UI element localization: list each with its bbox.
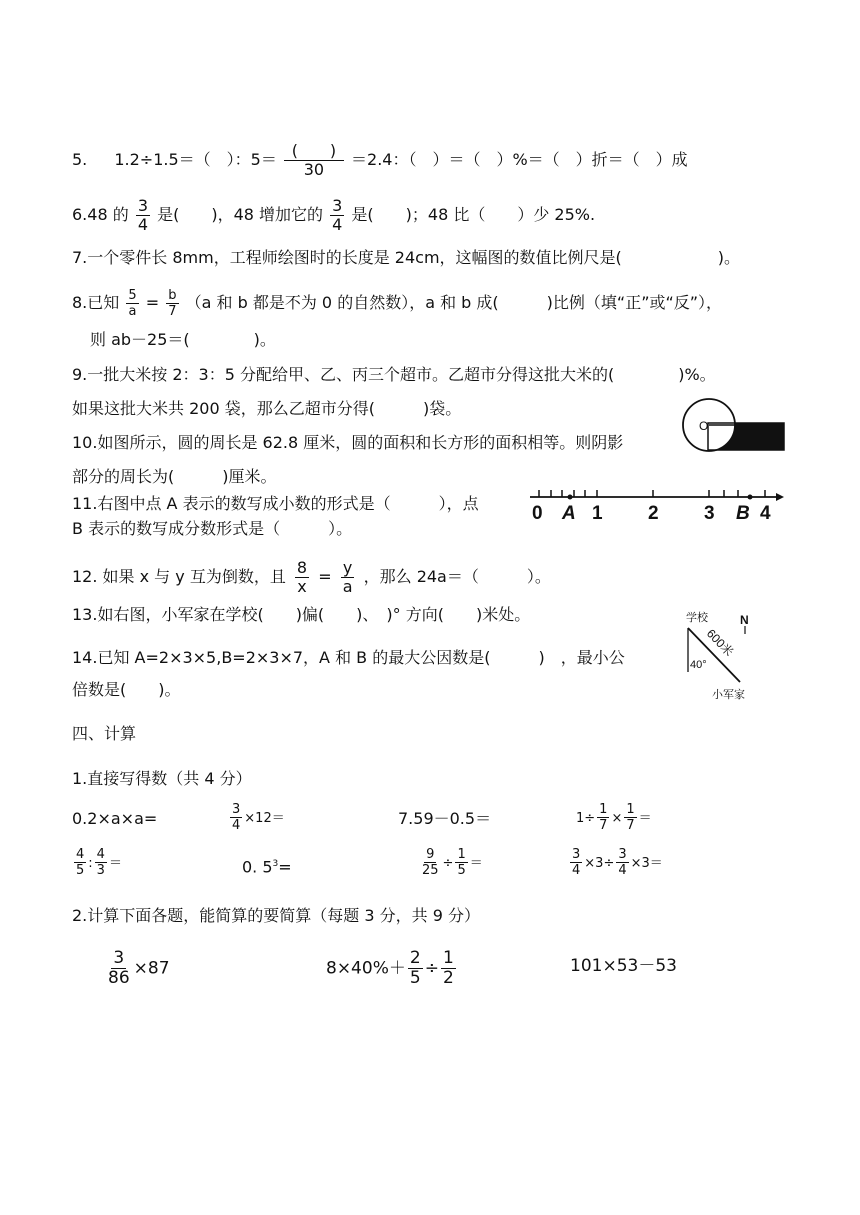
question-12-part1: 12. 如果 x 与 y 互为倒数，且 (72, 567, 286, 586)
calc-2-b (326, 950, 458, 987)
question-11-line2: B 表示的数写成分数形式是（ ）。 (72, 519, 353, 538)
calc-1-c: 7.59－0.5＝ (398, 809, 492, 828)
question-6-fraction-a (136, 198, 150, 233)
fraction-denominator: 4 (137, 215, 148, 234)
calc-1-f (242, 852, 292, 879)
fraction (106, 950, 132, 987)
axis-label-4: 4 (760, 503, 771, 523)
fraction-denominator: 4 (572, 863, 581, 878)
angle-label: 40° (690, 659, 707, 671)
calc-1-g-rest: ＝ (469, 856, 483, 871)
fraction (408, 950, 423, 987)
exponent: 3 (272, 859, 279, 869)
question-8-fraction-2 (166, 289, 178, 318)
fraction-numerator: 3 (137, 196, 148, 215)
fraction (455, 848, 467, 877)
fraction-denominator: a (128, 304, 137, 319)
calc-2-b-pre: 8×40%＋ (326, 958, 406, 979)
fraction-numerator: 3 (572, 847, 581, 862)
fraction (230, 803, 242, 832)
north-label: N (740, 613, 749, 627)
question-9-line2: 如果这批大米共 200 袋，那么乙超市分得( )袋。 (72, 399, 462, 418)
question-14-line2: 倍数是( )。 (72, 680, 181, 699)
fraction-denominator: 5 (409, 968, 421, 988)
question-5 (72, 143, 688, 178)
question-7: 7.一个零件长 8mm，工程师绘图时的长度是 24cm，这幅图的数值比例尺是( )。 (72, 248, 741, 267)
fraction-denominator: 3 (96, 863, 105, 878)
fraction (74, 848, 86, 877)
axis-label-1: 1 (592, 503, 603, 523)
number-line-figure (524, 477, 786, 523)
axis-label-3: 3 (704, 503, 715, 523)
axis-label-b: B (736, 503, 750, 523)
fraction-denominator: 4 (618, 863, 627, 878)
question-6-part3: 是( )；48 比（ ）少 25%. (351, 205, 596, 224)
question-6-part2: 是( )，48 增加它的 (157, 205, 324, 224)
question-5-part2: ＝2.4：（ ）＝（ ）%＝（ ）折＝（ ）成 (351, 150, 688, 169)
question-5-fraction-denominator: 30 (303, 160, 325, 179)
question-8-line1 (72, 289, 722, 318)
fraction (420, 848, 441, 877)
calc-1-d-mid: × (611, 811, 623, 826)
question-5-part1: 1.2÷1.5＝（ ）：5＝ (114, 150, 277, 169)
fraction-numerator: 3 (113, 948, 125, 968)
fraction-numerator: 2 (409, 948, 421, 968)
calc-1-f-rest: = (278, 857, 292, 877)
fraction-denominator: 4 (332, 215, 343, 234)
calc-1-f-base: 0. 5 (242, 857, 273, 877)
calc-1-d-rest: ＝ (638, 811, 652, 826)
calc-1-g-mid: ÷ (442, 856, 454, 871)
fraction-numerator: 1 (599, 802, 608, 817)
question-8-part2: （a 和 b 都是不为 0 的自然数），a 和 b 成( )比例（填“正”或“反”）， (185, 293, 723, 312)
question-6 (72, 198, 595, 233)
fraction-denominator: 5 (76, 863, 85, 878)
question-10-line1: 10.如图所示，圆的周长是 62.8 厘米，圆的面积和长方形的面积相等。则阴影 (72, 433, 624, 452)
question-12-part2: ，那么 24a＝（ ）。 (363, 567, 551, 586)
fraction-numerator: 5 (128, 288, 137, 303)
question-12 (72, 560, 551, 595)
calc-1-title: 1.直接写得数（共 4 分） (72, 769, 252, 788)
question-5-fraction-numerator: ( ) (284, 143, 344, 161)
question-12-fraction-2 (341, 560, 355, 595)
calc-2-a (104, 950, 170, 987)
fraction-denominator: 2 (442, 968, 454, 988)
fraction (570, 848, 582, 877)
calc-1-e (72, 848, 122, 877)
calc-2-a-rest: ×87 (133, 958, 170, 979)
question-11-line1: 11.右图中点 A 表示的数写成小数的形式是（ ），点 (72, 494, 479, 513)
fraction-denominator: a (342, 577, 353, 596)
distance-label: 600米 (703, 626, 737, 660)
question-14-line1: 14.已知 A=2×3×5,B=2×3×7，A 和 B 的最大公因数是( ) ，最小公 (72, 648, 625, 667)
section-4-title: 四、计算 (72, 724, 137, 743)
calc-1-e-rest: ＝ (108, 856, 122, 871)
question-9-line1: 9.一批大米按 2：3：5 分配给甲、乙、丙三个超市。乙超市分得这批大米的( )%。 (72, 365, 716, 384)
equals-sign: = (318, 567, 332, 586)
calc-1-h-rest: ×3＝ (630, 856, 663, 871)
point-b-marker (748, 495, 753, 500)
axis-label-2: 2 (648, 503, 659, 523)
number-line-ticks (539, 490, 765, 497)
calc-1-b (228, 803, 285, 832)
fraction-denominator: x (297, 577, 307, 596)
fraction (441, 950, 456, 987)
calc-1-h (568, 848, 663, 877)
fraction (624, 803, 636, 832)
fraction-denominator: 25 (422, 863, 439, 878)
question-6-part1: 6.48 的 (72, 205, 129, 224)
axis-label-0: 0 (532, 503, 543, 523)
home-label: 小军家 (712, 689, 745, 701)
question-13: 13.如右图，小军家在学校( )偏( )、 )° 方向( )米处。 (72, 605, 531, 624)
fraction-numerator: 3 (332, 196, 343, 215)
calc-2-b-mid: ÷ (424, 958, 439, 979)
axis-label-a: A (562, 503, 576, 523)
fraction-denominator: 7 (599, 818, 608, 833)
calc-1-g (418, 848, 483, 877)
calc-1-h-mid: ×3÷ (584, 856, 615, 871)
fraction (597, 803, 609, 832)
calc-1-e-mid: : (88, 856, 93, 871)
question-6-fraction-b (330, 198, 344, 233)
fraction-numerator: 9 (426, 847, 435, 862)
question-8-fraction-1 (126, 289, 138, 318)
fraction-numerator: 4 (96, 847, 105, 862)
fraction-denominator: 86 (108, 968, 130, 988)
fraction-numerator: b (168, 288, 177, 303)
calc-1-a: 0.2×a×a= (72, 809, 158, 828)
equals-sign: = (145, 293, 160, 312)
question-12-fraction-1 (295, 560, 309, 595)
question-8-line2: 则 ab－25＝( )。 (90, 330, 276, 349)
fraction-denominator: 7 (626, 818, 635, 833)
fraction-numerator: 1 (626, 802, 635, 817)
fraction (616, 848, 628, 877)
school-label: 学校 (686, 612, 708, 624)
fraction-numerator: 4 (76, 847, 85, 862)
question-8-part1: 8.已知 (72, 293, 120, 312)
fraction (95, 848, 107, 877)
fraction-numerator: 1 (457, 847, 466, 862)
calc-1-b-rest: ×12＝ (244, 811, 285, 826)
fraction-numerator: 8 (296, 558, 308, 577)
fraction-numerator: 3 (232, 802, 241, 817)
question-5-number: 5. (72, 150, 88, 169)
question-10-line2: 部分的周长为( )厘米。 (72, 467, 277, 486)
calc-1-d-pre: 1÷ (576, 811, 596, 826)
question-5-fraction (284, 143, 344, 178)
axis-arrow-icon (776, 493, 784, 501)
fraction-denominator: 5 (457, 863, 466, 878)
calc-2-title: 2.计算下面各题，能简算的要简算（每题 3 分，共 9 分） (72, 906, 480, 925)
direction-figure (680, 606, 770, 702)
point-a-marker (568, 495, 573, 500)
fraction-numerator: y (342, 558, 353, 577)
calc-1-d (576, 803, 652, 832)
circle-center-label: O (699, 419, 709, 433)
fraction-denominator: 4 (232, 818, 241, 833)
fraction-denominator: 7 (168, 304, 177, 319)
fraction-numerator: 3 (618, 847, 627, 862)
circle-rectangle-figure (678, 394, 788, 460)
fraction-numerator: 1 (442, 948, 454, 968)
calc-2-c: 101×53－53 (570, 956, 677, 976)
